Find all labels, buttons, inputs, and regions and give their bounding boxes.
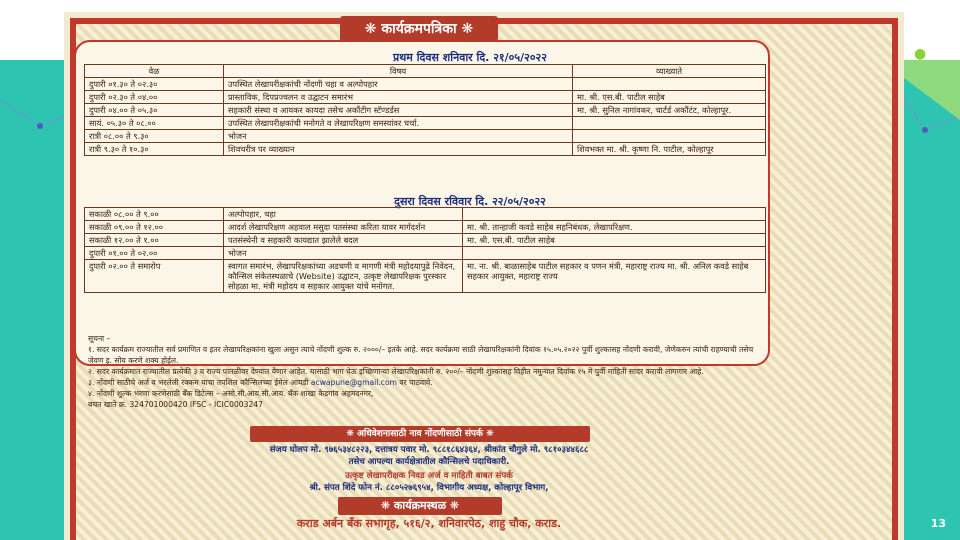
time-cell: रात्री ०८.०० ते ९.३० — [85, 130, 224, 143]
subject-cell: स्वागत समारंभ, लेखापरिक्षकांच्या अडचणी व मागणी मंत्री महोदयापुढे निवेदन, कौन्सिल संकेतस्थळाचे (Website) उद्घाटन, उत्कृष्ट लेखापरिक्षक पुरस्कार सोहळा मा. मंत्री महोदय व सहकार आयुक्त यांचे मनोगत. — [224, 260, 463, 293]
time-cell: दुपारी ०२.०० ते समारोप — [85, 260, 224, 293]
contact-banner: ❋ अधिवेशनासाठी नाव नोंदणीसाठी संपर्क ❋ — [250, 426, 590, 442]
day1-title: प्रथम दिवस शनिवार दि. २१/०५/२०२२ — [393, 51, 547, 64]
table-row — [85, 91, 766, 104]
speaker-cell: मा. श्री. एस.बी. पाटील साहेब — [573, 91, 766, 104]
notes-section — [88, 333, 758, 410]
note-text: वर पाठवावे. — [399, 378, 433, 387]
venue-banner: ❋ कार्यक्रमस्थळ ❋ — [338, 497, 502, 515]
table-row — [85, 78, 766, 91]
table-header-row — [85, 65, 766, 78]
note-line — [88, 377, 758, 388]
program-banner: ❋ कार्यक्रमपत्रिका ❋ — [340, 16, 498, 42]
table-row — [85, 208, 766, 221]
table-row — [85, 260, 766, 293]
slide-number: 13 — [930, 517, 946, 530]
speaker-cell — [463, 208, 766, 221]
contact-line: उत्कृष्ट लेखापरीक्षक निवड अर्ज व माहिती बाबत संपर्क — [345, 471, 513, 481]
table-row — [85, 130, 766, 143]
speaker-cell — [573, 78, 766, 91]
time-cell: रात्री ९.३० ते १०.३० — [85, 143, 224, 156]
contact-line: संजय घोलप मो. ९७६५३४८२२३, दत्तात्रय पवार मो. ९८८१८६४३६४, श्रीकांत चौगुले मो. ९८१०३४४६८८ — [269, 445, 589, 455]
location-pin-icon: ● — [914, 46, 927, 62]
speaker-cell — [463, 247, 766, 260]
speaker-cell: मा. श्री. सुनिल नागांवकर, चार्टर्ड अकौंटंट, कोल्हापूर. — [573, 104, 766, 117]
note-text: ३. नोंदणी साठीचे अर्ज व भरलेली रक्कम याचा तपशिल कौन्सिलच्या ईमेल आयडी — [88, 378, 309, 387]
table-row — [85, 104, 766, 117]
time-cell: सकाळी ०८.०० ते ९.०० — [85, 208, 224, 221]
subject-cell: प्रास्ताविक, दिपप्रज्वलन व उद्घाटन समारंभ — [224, 91, 573, 104]
day2-title: दुसरा दिवस रविवार दि. २२/०५/२०२२ — [394, 195, 546, 208]
table-row — [85, 221, 766, 234]
table-row — [85, 247, 766, 260]
email-link[interactable]: acwapune@gmail.com — [310, 378, 397, 387]
speaker-cell: मा. श्री. तान्हाजी कवडे साहेब सहनिबंधक, लेखापरिक्षण. — [463, 221, 766, 234]
subject-cell: उपस्थित लेखापरीक्षकांची मनोगते व लेखापरिक्षण समस्यांवर चर्चा. — [224, 117, 573, 130]
contact-line: तसेच आपल्या कार्यक्षेत्रातील कौन्सिलचे पदाधिकारी. — [348, 457, 510, 467]
time-cell: दुपारी ०२.३० ते ०४.०० — [85, 91, 224, 104]
time-cell: दुपारी ०१.३० ते ०२.३० — [85, 78, 224, 91]
time-cell: सकाळी १२.०० ते १.०० — [85, 234, 224, 247]
table-row — [85, 143, 766, 156]
note-line: २. सदर कार्यक्रमात राज्यातील प्रत्येकी ३ व राज्य पातळीवर देण्यात येणार आहेत. यासाठी भाग घेऊ इच्छिणाऱ्या लेखापरिक्षकांनी रु. २००/– नोंदणी शुल्कासह विहीत नमुन्यात दिवांक १५ मे पुर्वी माहिती सादर करावी लागणार आहे. — [88, 367, 704, 376]
time-cell: दुपारी ०१.०० ते ०२.०० — [85, 247, 224, 260]
table-row — [85, 117, 766, 130]
time-cell: सकाळी ०९.०० ते १२.०० — [85, 221, 224, 234]
speaker-cell: शिवभक्त मा. श्री. कृष्णा नि. पाटील, कोल्हापूर — [573, 143, 766, 156]
subject-cell: अल्पोपहार, चहा — [224, 208, 463, 221]
subject-header: विषय — [224, 65, 573, 78]
speaker-cell: मा. श्री. एस.बी. पाटील साहेब — [463, 234, 766, 247]
speaker-header: व्याख्याते — [573, 65, 766, 78]
subject-cell: शिवचरीत्र पर व्याख्यान — [224, 143, 573, 156]
venue-text: कराड अर्बन बँक सभागृह, ५१६/२, शनिवारपेठ, शाहु चौक, कराड. — [296, 517, 562, 530]
subject-cell: आदर्श लेखापरिक्षण अहवाल मसुदा पतसंस्था करिता यावर मार्गदर्शन — [224, 221, 463, 234]
account-line: बचत खाते क्र. 324701000420 IFSC - ICIC0003247 — [88, 400, 263, 409]
time-cell: सायं. ०५.३० ते ०८.०० — [85, 117, 224, 130]
note-line: ४. नोंदणी शुल्क भरणा करणेसाठी बँक डिटेल्स – असो.सी.आय.सी.आय. बँक शाखा केडगांव अहमदनगर, — [88, 389, 374, 398]
speaker-cell — [573, 117, 766, 130]
day1-schedule-table — [84, 64, 766, 156]
speaker-cell: मा. ना. श्री. बाळासाहेब पाटील सहकार व पणन मंत्री, महाराष्ट्र राज्य मा. श्री. अनिल कवडे साहेब सहकार आयुक्त, महाराष्ट्र राज्य — [463, 260, 766, 293]
table-row — [85, 234, 766, 247]
subject-cell: भोजन — [224, 130, 573, 143]
time-header: वेळ — [85, 65, 224, 78]
contact-line: श्री. संपत शिंदे फोन नं. ८८०५२७६९५४, विभागीय अध्यक्ष, कोल्हापूर विभाग, — [309, 483, 549, 493]
notes-heading: सूचना – — [88, 334, 111, 343]
subject-cell: पतसंस्थेनी व सहकारी कायद्यात झालेले बदल — [224, 234, 463, 247]
subject-cell: सहकारी संस्था व आयकर कायदा तसेच अकौंटीग स्टॅण्डर्डस — [224, 104, 573, 117]
speaker-cell — [573, 130, 766, 143]
time-cell: दुपारी ०४.०० ते ०५.३० — [85, 104, 224, 117]
subject-cell: भोजन — [224, 247, 463, 260]
subject-cell: उपस्थित लेखापरीक्षकांची नोंदणी चहा व अल्पोपहार — [224, 78, 573, 91]
note-line: १. सदर कार्यक्रम राज्यातील सर्व प्रमाणित व इतर लेखापरिक्षकांना खुला असुन त्याचे नोंदणी शुल्क रु. २०००/– इतके आहे. सदर कार्यक्रमा साठी लेखापरिक्षकांनी दिवांक १५.०५.२०२२ पुर्वी शुल्कासह नोंदणी करावी, जेणेकरुन त्यांची राहण्याची तसेच जेवण इ. सोय करणे शक्य होईल. — [88, 345, 754, 365]
day2-schedule-table — [84, 207, 766, 293]
